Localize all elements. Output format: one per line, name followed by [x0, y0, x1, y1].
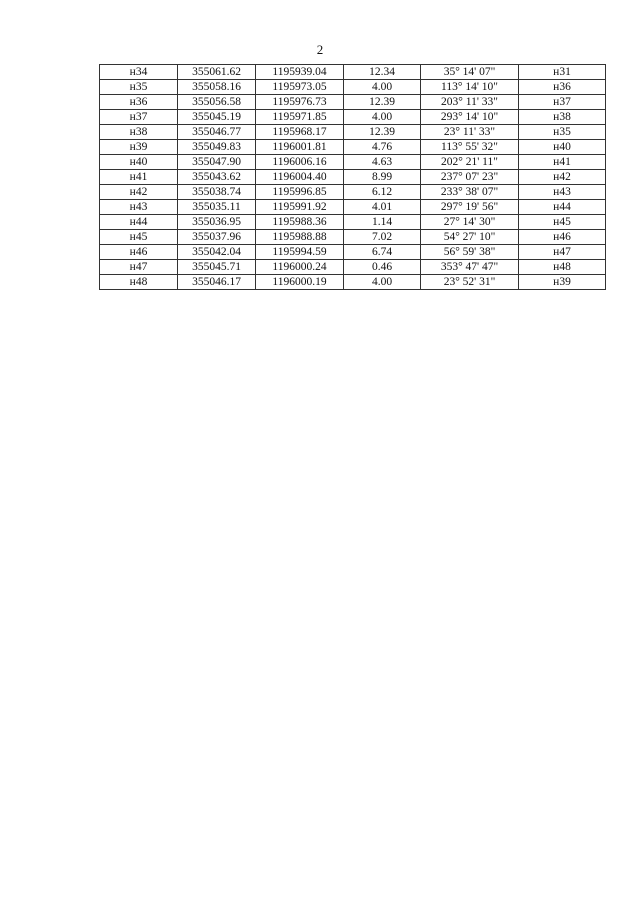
x-coordinate-cell: 355035.11 [178, 200, 256, 215]
point-name-cell: н45 [100, 230, 178, 245]
next-point-cell: н31 [519, 65, 606, 80]
point-name-cell: н37 [100, 110, 178, 125]
next-point-cell: н47 [519, 245, 606, 260]
distance-cell: 12.34 [344, 65, 421, 80]
distance-cell: 8.99 [344, 170, 421, 185]
y-coordinate-cell: 1196000.19 [256, 275, 344, 290]
y-coordinate-cell: 1196004.40 [256, 170, 344, 185]
point-name-cell: н47 [100, 260, 178, 275]
x-coordinate-cell: 355043.62 [178, 170, 256, 185]
x-coordinate-cell: 355046.77 [178, 125, 256, 140]
bearing-cell: 113° 14' 10" [421, 80, 519, 95]
point-name-cell: н35 [100, 80, 178, 95]
next-point-cell: н45 [519, 215, 606, 230]
page-number: 2 [316, 42, 324, 57]
y-coordinate-cell: 1195973.05 [256, 80, 344, 95]
next-point-cell: н35 [519, 125, 606, 140]
x-coordinate-cell: 355045.19 [178, 110, 256, 125]
table-row [100, 155, 606, 170]
distance-cell: 4.00 [344, 80, 421, 95]
table-row [100, 125, 606, 140]
coordinates-table [99, 64, 606, 290]
table-row [100, 260, 606, 275]
table-row [100, 185, 606, 200]
x-coordinate-cell: 355061.62 [178, 65, 256, 80]
bearing-cell: 202° 21' 11" [421, 155, 519, 170]
bearing-cell: 113° 55' 32" [421, 140, 519, 155]
x-coordinate-cell: 355037.96 [178, 230, 256, 245]
y-coordinate-cell: 1195971.85 [256, 110, 344, 125]
next-point-cell: н44 [519, 200, 606, 215]
table-row [100, 65, 606, 80]
next-point-cell: н39 [519, 275, 606, 290]
distance-cell: 4.00 [344, 275, 421, 290]
distance-cell: 4.76 [344, 140, 421, 155]
point-name-cell: н44 [100, 215, 178, 230]
next-point-cell: н43 [519, 185, 606, 200]
next-point-cell: н36 [519, 80, 606, 95]
table-row [100, 110, 606, 125]
x-coordinate-cell: 355047.90 [178, 155, 256, 170]
distance-cell: 0.46 [344, 260, 421, 275]
point-name-cell: н38 [100, 125, 178, 140]
bearing-cell: 35° 14' 07" [421, 65, 519, 80]
table-row [100, 200, 606, 215]
point-name-cell: н41 [100, 170, 178, 185]
distance-cell: 12.39 [344, 95, 421, 110]
distance-cell: 6.74 [344, 245, 421, 260]
bearing-cell: 23° 11' 33" [421, 125, 519, 140]
x-coordinate-cell: 355049.83 [178, 140, 256, 155]
point-name-cell: н36 [100, 95, 178, 110]
y-coordinate-cell: 1195996.85 [256, 185, 344, 200]
bearing-cell: 353° 47' 47" [421, 260, 519, 275]
next-point-cell: н46 [519, 230, 606, 245]
x-coordinate-cell: 355038.74 [178, 185, 256, 200]
distance-cell: 4.63 [344, 155, 421, 170]
point-name-cell: н40 [100, 155, 178, 170]
bearing-cell: 293° 14' 10" [421, 110, 519, 125]
point-name-cell: н43 [100, 200, 178, 215]
point-name-cell: н48 [100, 275, 178, 290]
table-body [100, 65, 606, 290]
y-coordinate-cell: 1196001.81 [256, 140, 344, 155]
point-name-cell: н42 [100, 185, 178, 200]
point-name-cell: н34 [100, 65, 178, 80]
x-coordinate-cell: 355058.16 [178, 80, 256, 95]
next-point-cell: н38 [519, 110, 606, 125]
y-coordinate-cell: 1195976.73 [256, 95, 344, 110]
bearing-cell: 203° 11' 33" [421, 95, 519, 110]
table-row [100, 80, 606, 95]
x-coordinate-cell: 355042.04 [178, 245, 256, 260]
y-coordinate-cell: 1195994.59 [256, 245, 344, 260]
bearing-cell: 23° 52' 31" [421, 275, 519, 290]
y-coordinate-cell: 1195988.36 [256, 215, 344, 230]
next-point-cell: н40 [519, 140, 606, 155]
y-coordinate-cell: 1195968.17 [256, 125, 344, 140]
table-row [100, 140, 606, 155]
next-point-cell: н42 [519, 170, 606, 185]
distance-cell: 4.00 [344, 110, 421, 125]
distance-cell: 7.02 [344, 230, 421, 245]
bearing-cell: 233° 38' 07" [421, 185, 519, 200]
y-coordinate-cell: 1196000.24 [256, 260, 344, 275]
table-row [100, 95, 606, 110]
distance-cell: 6.12 [344, 185, 421, 200]
next-point-cell: н48 [519, 260, 606, 275]
distance-cell: 1.14 [344, 215, 421, 230]
next-point-cell: н41 [519, 155, 606, 170]
point-name-cell: н39 [100, 140, 178, 155]
bearing-cell: 297° 19' 56" [421, 200, 519, 215]
x-coordinate-cell: 355045.71 [178, 260, 256, 275]
table-row [100, 230, 606, 245]
y-coordinate-cell: 1195939.04 [256, 65, 344, 80]
x-coordinate-cell: 355046.17 [178, 275, 256, 290]
point-name-cell: н46 [100, 245, 178, 260]
y-coordinate-cell: 1196006.16 [256, 155, 344, 170]
table-row [100, 245, 606, 260]
x-coordinate-cell: 355036.95 [178, 215, 256, 230]
y-coordinate-cell: 1195991.92 [256, 200, 344, 215]
table-row [100, 275, 606, 290]
next-point-cell: н37 [519, 95, 606, 110]
bearing-cell: 27° 14' 30" [421, 215, 519, 230]
bearing-cell: 237° 07' 23" [421, 170, 519, 185]
bearing-cell: 56° 59' 38" [421, 245, 519, 260]
distance-cell: 12.39 [344, 125, 421, 140]
y-coordinate-cell: 1195988.88 [256, 230, 344, 245]
distance-cell: 4.01 [344, 200, 421, 215]
x-coordinate-cell: 355056.58 [178, 95, 256, 110]
table-row [100, 170, 606, 185]
table-row [100, 215, 606, 230]
bearing-cell: 54° 27' 10" [421, 230, 519, 245]
